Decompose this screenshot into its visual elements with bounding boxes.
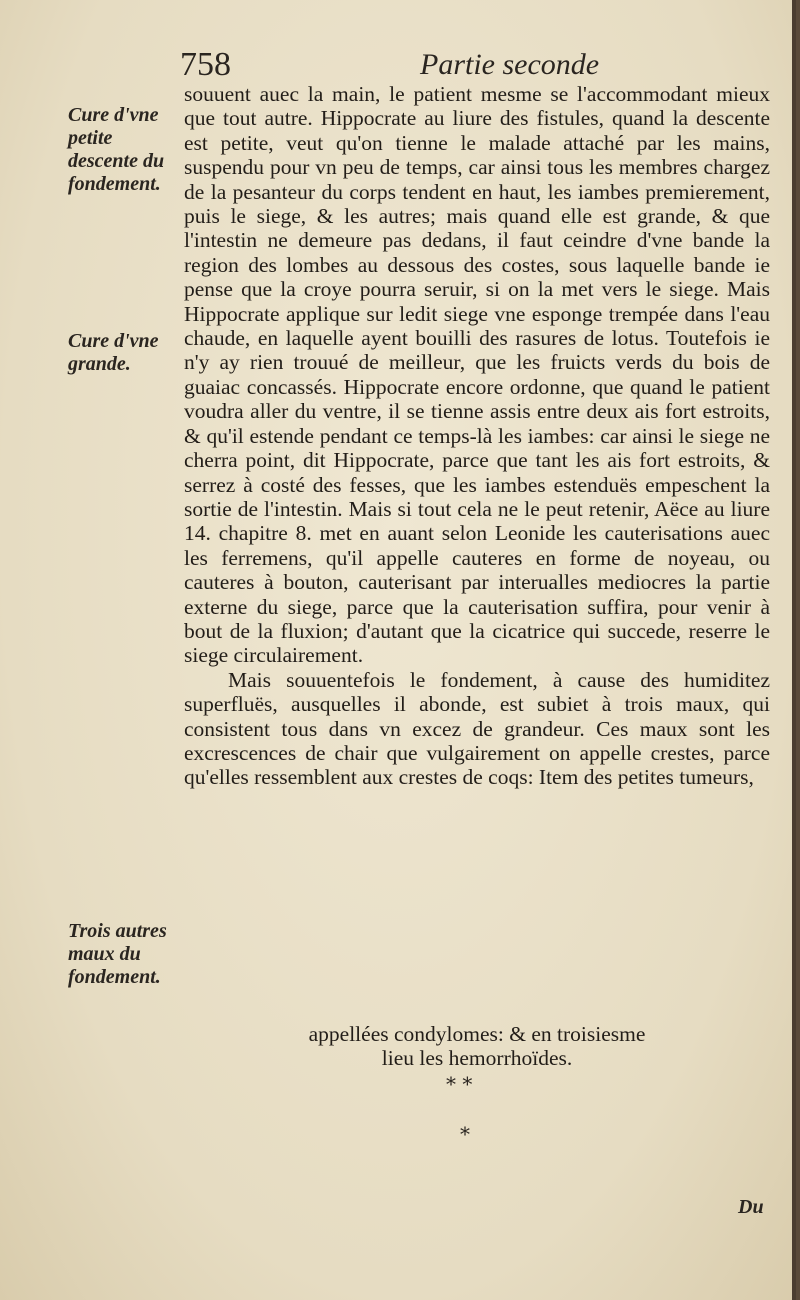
main-text (184, 82, 770, 790)
closing-line-2: lieu les hemorrhoïdes. (381, 1046, 573, 1070)
margin-note-petite-descente: Cure d'vne petite descente du fondement. (68, 104, 165, 195)
page-header (180, 46, 630, 86)
closing-line-1: appellées condylomes: & en troisiesme (308, 1022, 646, 1046)
ornament-stars: * * (446, 1072, 473, 1096)
running-title: Partie seconde (420, 48, 600, 81)
margin-note-grande: Cure d'vne grande. (68, 330, 159, 375)
page-number: 758 (180, 46, 231, 83)
ornament-star: * (460, 1122, 470, 1146)
paragraph-2: Mais souuentefois le fondement, à cause des humiditez superfluës, ausquelles il abonde, est subiet à trois maux, qui consistent tous dans vn excez de grandeur. Ces maux sont les excrescences de chair que vulgairement on appelle crestes, parce qu'elles ressemblent aux crestes de coqs: Item des petites tumeurs, (184, 667, 770, 790)
catchword: Du (738, 1196, 764, 1218)
margin-note-trois-maux: Trois autres maux du fondement. (68, 920, 167, 988)
paragraph-1: souuent auec la main, le patient mesme se l'accommodant mieux que tout autre. Hippocrate au liure des fistules, quand la descente est petite, veut qu'on tienne le malade attaché par les mains, suspendu pour vn peu de temps, car ainsi tous les membres chargez de la pesanteur du corps tendent en haut, les iambes premierement, puis le siege, & les autres; mais quand elle est grande, & que l'intestin ne demeure pas dedans, il faut ceindre d'vne bande la region des lombes au dessous des costes, sous laquelle bande ie pense que la croye pourra seruir, si on la met vers le siege. Mais Hippocrate applique sur ledit siege vne esponge trempée dans l'eau chaude, en laquelle ayent bouilli des rasures de lotus. Toutefois ie n'y ay rien trouué de meilleur, que les fruicts verds du bois de guaiac concassés. Hippocrate encore ordonne, que quand le patient voudra aller du ventre, il se tienne assis entre deux ais fort estroits, & qu'il estende pendant ce temps-là les iambes: car ainsi le siege ne cherra point, dit Hippocrate, parce que tant les ais fort estroits, & serrez à costé des fesses, que les iambes estenduës empeschent la sortie de l'intestin. Mais si tout cela ne le peut retenir, Aëce au liure 14. chapitre 8. met en auant selon Leonide les cauterisations auec les ferremens, qu'il appelle cauteres en forme de noyeau, ou cauteres à bouton, cauterisant par interualles mediocres la partie externe du siege, parce que la cauterisation suffira, pour venir à bout de la fluxion; d'autant que la cicatrice qui succede, reserre le siege circulairement. (184, 82, 770, 668)
page-edge (792, 0, 796, 1300)
